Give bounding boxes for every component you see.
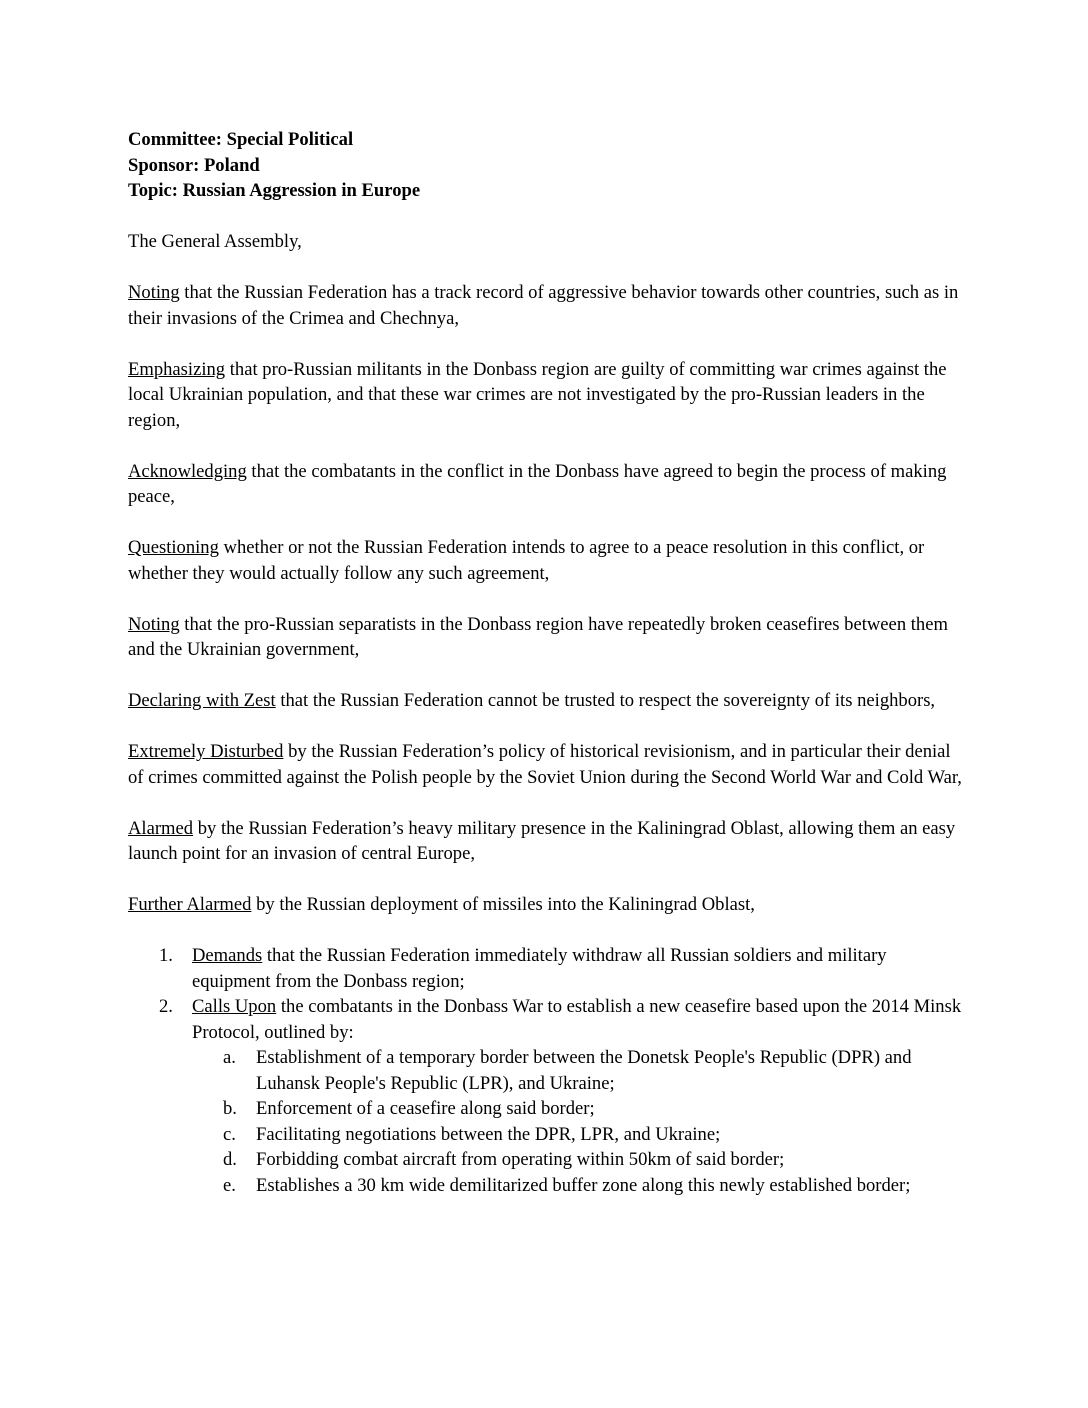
sub-clause-letter: b. bbox=[223, 1098, 237, 1119]
sub-clause-letter: d. bbox=[223, 1149, 237, 1170]
preamble-text: by the Russian Federation’s policy of historical revisionism, and in particular their denial of crimes committed against the Polish people by the Soviet Union during the Second World War and Cold War, bbox=[128, 741, 962, 788]
operative-clauses bbox=[128, 943, 968, 1198]
preamble-phrase: Noting bbox=[128, 282, 180, 303]
preamble-phrase: Acknowledging bbox=[128, 460, 247, 482]
operative-phrase: Demands bbox=[192, 945, 263, 966]
operative-clause bbox=[128, 994, 968, 1198]
preamble-text: by the Russian Federation’s heavy military presence in the Kaliningrad Oblast, allowing them an easy launch point for an invasion of central Europe, bbox=[128, 817, 956, 864]
sub-clause-letter: e. bbox=[223, 1174, 236, 1196]
operative-phrase: Calls Upon bbox=[192, 996, 277, 1017]
operative-text: that the Russian Federation immediately withdraw all Russian soldiers and military equipment from the Donbass region; bbox=[192, 945, 887, 992]
preamble-text: that the combatants in the conflict in the Donbass have agreed to begin the process of making peace, bbox=[128, 460, 947, 507]
preamble-phrase: Declaring with Zest bbox=[128, 690, 276, 711]
preamble-text: that the Russian Federation has a track record of aggressive behavior towards other countries, such as in their invasions of the Crimea and Chechnya, bbox=[128, 282, 959, 329]
sub-clause bbox=[192, 1045, 968, 1096]
sub-clause-text: Forbidding combat aircraft from operating within 50km of said border; bbox=[256, 1149, 785, 1170]
sub-clause-text: Establishment of a temporary border between the Donetsk People's Republic (DPR) and Luhansk People's Republic (LPR), and Ukraine; bbox=[256, 1047, 912, 1094]
resolution-page bbox=[128, 127, 968, 1198]
preamble-clause bbox=[128, 535, 968, 586]
preamble-clause bbox=[128, 612, 968, 663]
sub-clause-text: Establishes a 30 km wide demilitarized buffer zone along this newly established border; bbox=[256, 1174, 911, 1196]
preamble-clause bbox=[128, 280, 968, 331]
preamble-text: that pro-Russian militants in the Donbass region are guilty of committing war crimes against the local Ukrainian population, and that these war crimes are not investigated by the pro-Russian leaders in the region, bbox=[128, 358, 947, 431]
clause-number: 1. bbox=[159, 945, 173, 966]
preamble-clause bbox=[128, 892, 968, 918]
preamble-phrase: Extremely Disturbed bbox=[128, 741, 284, 762]
sub-clause-letter: c. bbox=[223, 1123, 236, 1145]
preamble-phrase: Alarmed bbox=[128, 817, 194, 839]
preamble-clause bbox=[128, 357, 968, 434]
resolution-header bbox=[128, 127, 968, 204]
sub-clause-letter: a. bbox=[223, 1047, 236, 1068]
preamble-clause bbox=[128, 816, 968, 867]
sub-clause-text: Enforcement of a ceasefire along said border; bbox=[256, 1098, 595, 1119]
sub-clause-text: Facilitating negotiations between the DPR, LPR, and Ukraine; bbox=[256, 1123, 721, 1145]
preamble-text: whether or not the Russian Federation intends to agree to a peace resolution in this conflict, or whether they would actually follow any such agreement, bbox=[128, 537, 925, 584]
preamble-text: that the pro-Russian separatists in the Donbass region have repeatedly broken ceasefires between them and the Ukrainian government, bbox=[128, 613, 948, 660]
preamble-clause bbox=[128, 739, 968, 790]
sub-clause bbox=[192, 1147, 968, 1173]
committee-line: Committee: Special Political bbox=[128, 129, 354, 150]
preamble-phrase: Noting bbox=[128, 613, 180, 635]
sub-clauses bbox=[192, 1045, 968, 1198]
sub-clause bbox=[192, 1173, 968, 1199]
sub-clause bbox=[192, 1122, 968, 1148]
operative-text: the combatants in the Donbass War to establish a new ceasefire based upon the 2014 Minsk Protocol, outlined by: bbox=[192, 996, 962, 1043]
preamble-phrase: Questioning bbox=[128, 537, 219, 558]
preamble-text: that the Russian Federation cannot be trusted to respect the sovereignty of its neighbors, bbox=[275, 690, 936, 711]
opening-line: The General Assembly, bbox=[128, 231, 302, 252]
topic-line: Topic: Russian Aggression in Europe bbox=[128, 180, 421, 201]
operative-clause bbox=[128, 943, 968, 994]
preamble-clause bbox=[128, 688, 968, 714]
sponsor-line: Sponsor: Poland bbox=[128, 154, 260, 176]
preamble-clause bbox=[128, 459, 968, 510]
clause-number: 2. bbox=[159, 996, 173, 1017]
preamble-phrase: Emphasizing bbox=[128, 358, 226, 380]
preamble-phrase: Further Alarmed bbox=[128, 894, 252, 915]
sub-clause bbox=[192, 1096, 968, 1122]
preamble-text: by the Russian deployment of missiles into the Kaliningrad Oblast, bbox=[251, 894, 755, 915]
